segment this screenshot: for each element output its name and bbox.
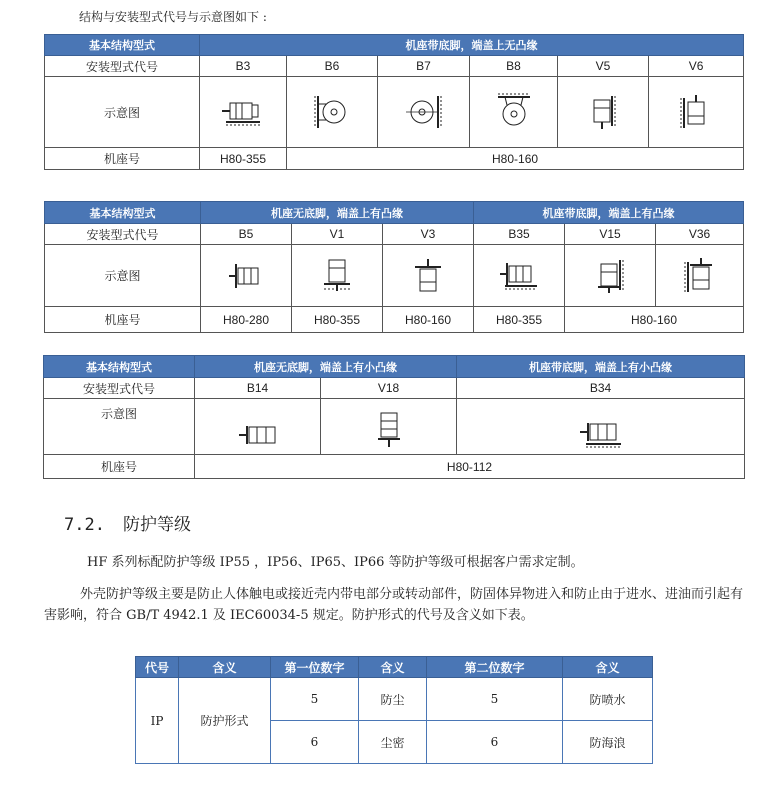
v5-mount-icon xyxy=(586,92,620,132)
figure-label: 示意图 xyxy=(45,245,201,307)
code-cell: B8 xyxy=(470,56,558,77)
codes-label: 安装型式代号 xyxy=(44,378,195,399)
b34-mount-icon xyxy=(577,417,625,451)
b6-mount-icon xyxy=(312,92,352,132)
code-cell: B6 xyxy=(287,56,378,77)
mounting-table-2 xyxy=(44,201,744,333)
code-cell: V6 xyxy=(649,56,744,77)
group-label: 机座带底脚，端盖上有小凸缘 xyxy=(457,356,745,378)
v36-mount-icon xyxy=(682,256,718,296)
b14-mount-icon xyxy=(236,419,280,451)
mounting-figure xyxy=(656,245,744,307)
col-header: 代号 xyxy=(136,657,179,678)
code-cell: V15 xyxy=(565,224,656,245)
header-label: 基本结构型式 xyxy=(44,356,195,378)
frame-label: 机座号 xyxy=(45,148,200,170)
mounting-figure xyxy=(383,245,474,307)
paragraph-1: HF 系列标配防护等级 IP55 ，IP56、IP65、IP66 等防护等级可根据客户需求定制。 xyxy=(87,555,584,570)
col-header: 含义 xyxy=(563,657,653,678)
code-cell: B35 xyxy=(474,224,565,245)
v18-mount-icon xyxy=(371,409,407,451)
code-cell: V36 xyxy=(656,224,744,245)
v3-mount-icon xyxy=(410,256,446,296)
mounting-figure xyxy=(378,77,470,148)
first-digit-cell: 6 xyxy=(271,721,359,764)
figure-label: 示意图 xyxy=(44,399,195,455)
group-label: 机座无底脚，端盖上有凸缘 xyxy=(201,202,474,224)
first-meaning-cell: 防尘 xyxy=(359,678,427,721)
code-cell: V1 xyxy=(292,224,383,245)
meaning-cell: 防护形式 xyxy=(179,678,271,764)
code-cell: V5 xyxy=(558,56,649,77)
mounting-figure xyxy=(321,399,457,455)
code-cell: B7 xyxy=(378,56,470,77)
second-meaning-cell: 防喷水 xyxy=(563,678,653,721)
frame-cell: H80-355 xyxy=(292,307,383,333)
code-cell: IP xyxy=(136,678,179,764)
group-label: 机座无底脚，端盖上有小凸缘 xyxy=(195,356,457,378)
col-header: 第二位数字 xyxy=(427,657,563,678)
codes-label: 安装型式代号 xyxy=(45,56,200,77)
mounting-table-1 xyxy=(44,34,744,170)
code-cell: B5 xyxy=(201,224,292,245)
group-label: 机座带底脚，端盖上有凸缘 xyxy=(474,202,744,224)
group-label: 机座带底脚，端盖上无凸缘 xyxy=(200,35,744,56)
v1-mount-icon xyxy=(319,256,355,296)
first-meaning-cell: 尘密 xyxy=(359,721,427,764)
section-title: 防护等级 xyxy=(122,515,191,534)
second-digit-cell: 5 xyxy=(427,678,563,721)
mounting-figure xyxy=(195,399,321,455)
frame-cell: H80-355 xyxy=(200,148,287,170)
mounting-figure xyxy=(200,77,287,148)
mounting-figure xyxy=(649,77,744,148)
figure-label: 示意图 xyxy=(45,77,200,148)
header-label: 基本结构型式 xyxy=(45,202,201,224)
mounting-figure xyxy=(474,245,565,307)
section-heading xyxy=(64,510,191,535)
col-header: 含义 xyxy=(359,657,427,678)
code-cell: B14 xyxy=(195,378,321,399)
frame-cell: H80-280 xyxy=(201,307,292,333)
mounting-figure xyxy=(565,245,656,307)
header-label: 基本结构型式 xyxy=(45,35,200,56)
intro-text: 结构与安装型式代号与示意图如下 : xyxy=(79,10,267,24)
second-digit-cell: 6 xyxy=(427,721,563,764)
frame-cell: H80-112 xyxy=(195,455,745,479)
mounting-figure xyxy=(457,399,745,455)
code-cell: V3 xyxy=(383,224,474,245)
first-digit-cell: 5 xyxy=(271,678,359,721)
col-header: 第一位数字 xyxy=(271,657,359,678)
frame-cell: H80-160 xyxy=(287,148,744,170)
section-number: 7.2. xyxy=(64,515,105,535)
mounting-figure xyxy=(287,77,378,148)
code-cell: V18 xyxy=(321,378,457,399)
frame-cell: H80-355 xyxy=(474,307,565,333)
frame-cell: H80-160 xyxy=(565,307,744,333)
second-meaning-cell: 防海浪 xyxy=(563,721,653,764)
mounting-figure xyxy=(292,245,383,307)
b5-mount-icon xyxy=(226,261,266,291)
protection-table xyxy=(135,656,653,764)
b7-mount-icon xyxy=(404,92,444,132)
b35-mount-icon xyxy=(497,260,541,292)
v6-mount-icon xyxy=(679,92,713,132)
v15-mount-icon xyxy=(592,256,628,296)
frame-label: 机座号 xyxy=(45,307,201,333)
frame-cell: H80-160 xyxy=(383,307,474,333)
col-header: 含义 xyxy=(179,657,271,678)
mounting-figure xyxy=(201,245,292,307)
b3-mount-icon xyxy=(220,95,266,129)
code-cell: B3 xyxy=(200,56,287,77)
mounting-figure xyxy=(558,77,649,148)
paragraph-2: 外壳防护等级主要是防止人体触电或接近壳内带电部分或转动部件，防固体异物进入和防止由于进水、进油而引起有害影响，符合 GB/T 4942.1 及 IEC60034-5 规定。防护形式的代号及含义如下表。 xyxy=(44,587,744,623)
codes-label: 安装型式代号 xyxy=(45,224,201,245)
mounting-table-3 xyxy=(43,355,745,479)
code-cell: B34 xyxy=(457,378,745,399)
mounting-figure xyxy=(470,77,558,148)
frame-label: 机座号 xyxy=(44,455,195,479)
b8-mount-icon xyxy=(494,92,534,132)
